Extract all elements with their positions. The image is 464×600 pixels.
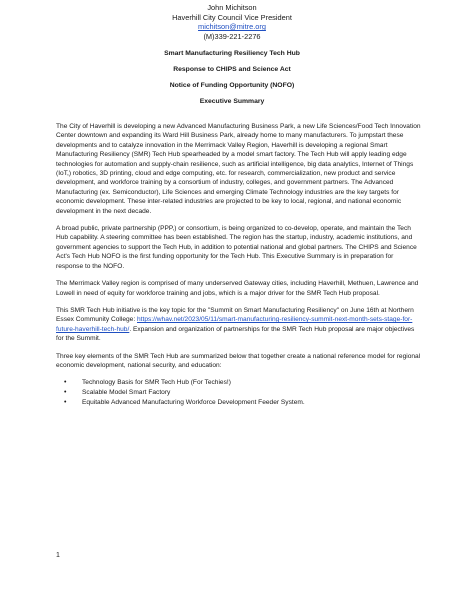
author-phone: (M)339-221-2276	[203, 31, 261, 41]
list-item-text: Scalable Model Smart Factory	[82, 389, 171, 397]
paragraph-region: The Merrimack Valley region is comprised of many underserved Gateway cities, including Haverhill, Methuen, Lawrence and Lowell in need of equity for workforce training and jobs, which is a major driver for the SMR Tech Hub proposal.	[56, 280, 419, 297]
doc-subtitle-nofo: Notice of Funding Opportunity (NOFO)	[169, 82, 295, 89]
list-item	[56, 388, 422, 398]
paragraph-partnership: A broad public, private partnership (PPP,) or consortium, is being organized to co-develop, operate, and maintain the Tech Hub capability. A steering committee has been established. The region has the startup, industry, academic institutions, and government agencies to support the Tech Hub, in addition to potential national and global partners. The CHIPS and Science Act's Tech Hub NOFO is the first funding opportunity for the Tech Hub. This Executive Summary is in preparation for response to the NOFO.	[56, 225, 417, 270]
summit-text-before: This SMR Tech Hub initiative is the key topic for the "Summit on Smart Manufacturing Resiliency" on June 16th at Northern Essex Community College:	[56, 306, 414, 324]
section-heading-executive-summary: Executive Summary	[199, 98, 265, 105]
author-email-link[interactable]: michitson@mitre.org	[198, 22, 266, 32]
contact-header	[0, 3, 464, 41]
doc-title: Smart Manufacturing Resiliency Tech Hub	[164, 50, 300, 57]
page-number: 1	[56, 552, 60, 559]
bullet-icon: •	[64, 379, 67, 387]
list-item-text: Equitable Advanced Manufacturing Workforce Development Feeder System.	[82, 399, 305, 407]
bullet-icon: •	[64, 399, 67, 407]
summit-text-after: . Expansion and organization of partnerships for the SMR Tech Hub proposal are major objectives for the Summit.	[56, 325, 415, 343]
key-elements-list	[56, 378, 422, 408]
bullet-icon: •	[64, 389, 67, 397]
document-body	[56, 122, 422, 408]
list-item	[56, 378, 422, 388]
paragraph-summit	[56, 306, 422, 344]
summit-article-link[interactable]: https://whav.net/2023/05/11/smart-manufacturing-resiliency-summit-next-month-sets-stage-for-future-haverhill-tech-hub/	[56, 316, 413, 333]
title-block	[0, 46, 464, 110]
doc-subtitle-response: Response to CHIPS and Science Act	[173, 66, 291, 73]
list-item-text: Technology Basis for SMR Tech Hub (For Techies!)	[82, 379, 231, 387]
paragraph-intro: The City of Haverhill is developing a new Advanced Manufacturing Business Park, a new Life Sciences/Food Tech Innovation Center downtown and expanding its Ward Hill Business Park, already home to many manufacturers. To jumpstart these developments and to catalyze innovation in the Merrimack Valley Region, Haverhill is developing a regional Smart Manufacturing Resiliency (SMR) Tech Hub spearheaded by a model smart factory. The Tech Hub will apply leading edge technologies for automation and supply-chain resilience, such as artificial intelligence, big data analytics, Internet of Things (IoT,) robotics, 3D printing, cloud and edge computing, etc. for research, commercialization, new product and service development, and workforce training by a consortium of industry, colleges, and government partners. The Advanced Manufacturing (ex. Semiconductor), Life Sciences and emerging Climate Technology industries are the key targets for economic development. These inter-related industries are projected to be key to local, regional, and national economic development in the next decade.	[56, 123, 421, 215]
author-role: Haverhill City Council Vice President	[172, 12, 292, 22]
list-item	[56, 398, 422, 408]
paragraph-key-elements: Three key elements of the SMR Tech Hub are summarized below that together create a national reference model for regional economic development, national security, and education:	[56, 352, 421, 369]
author-name: John Michitson	[207, 3, 257, 12]
